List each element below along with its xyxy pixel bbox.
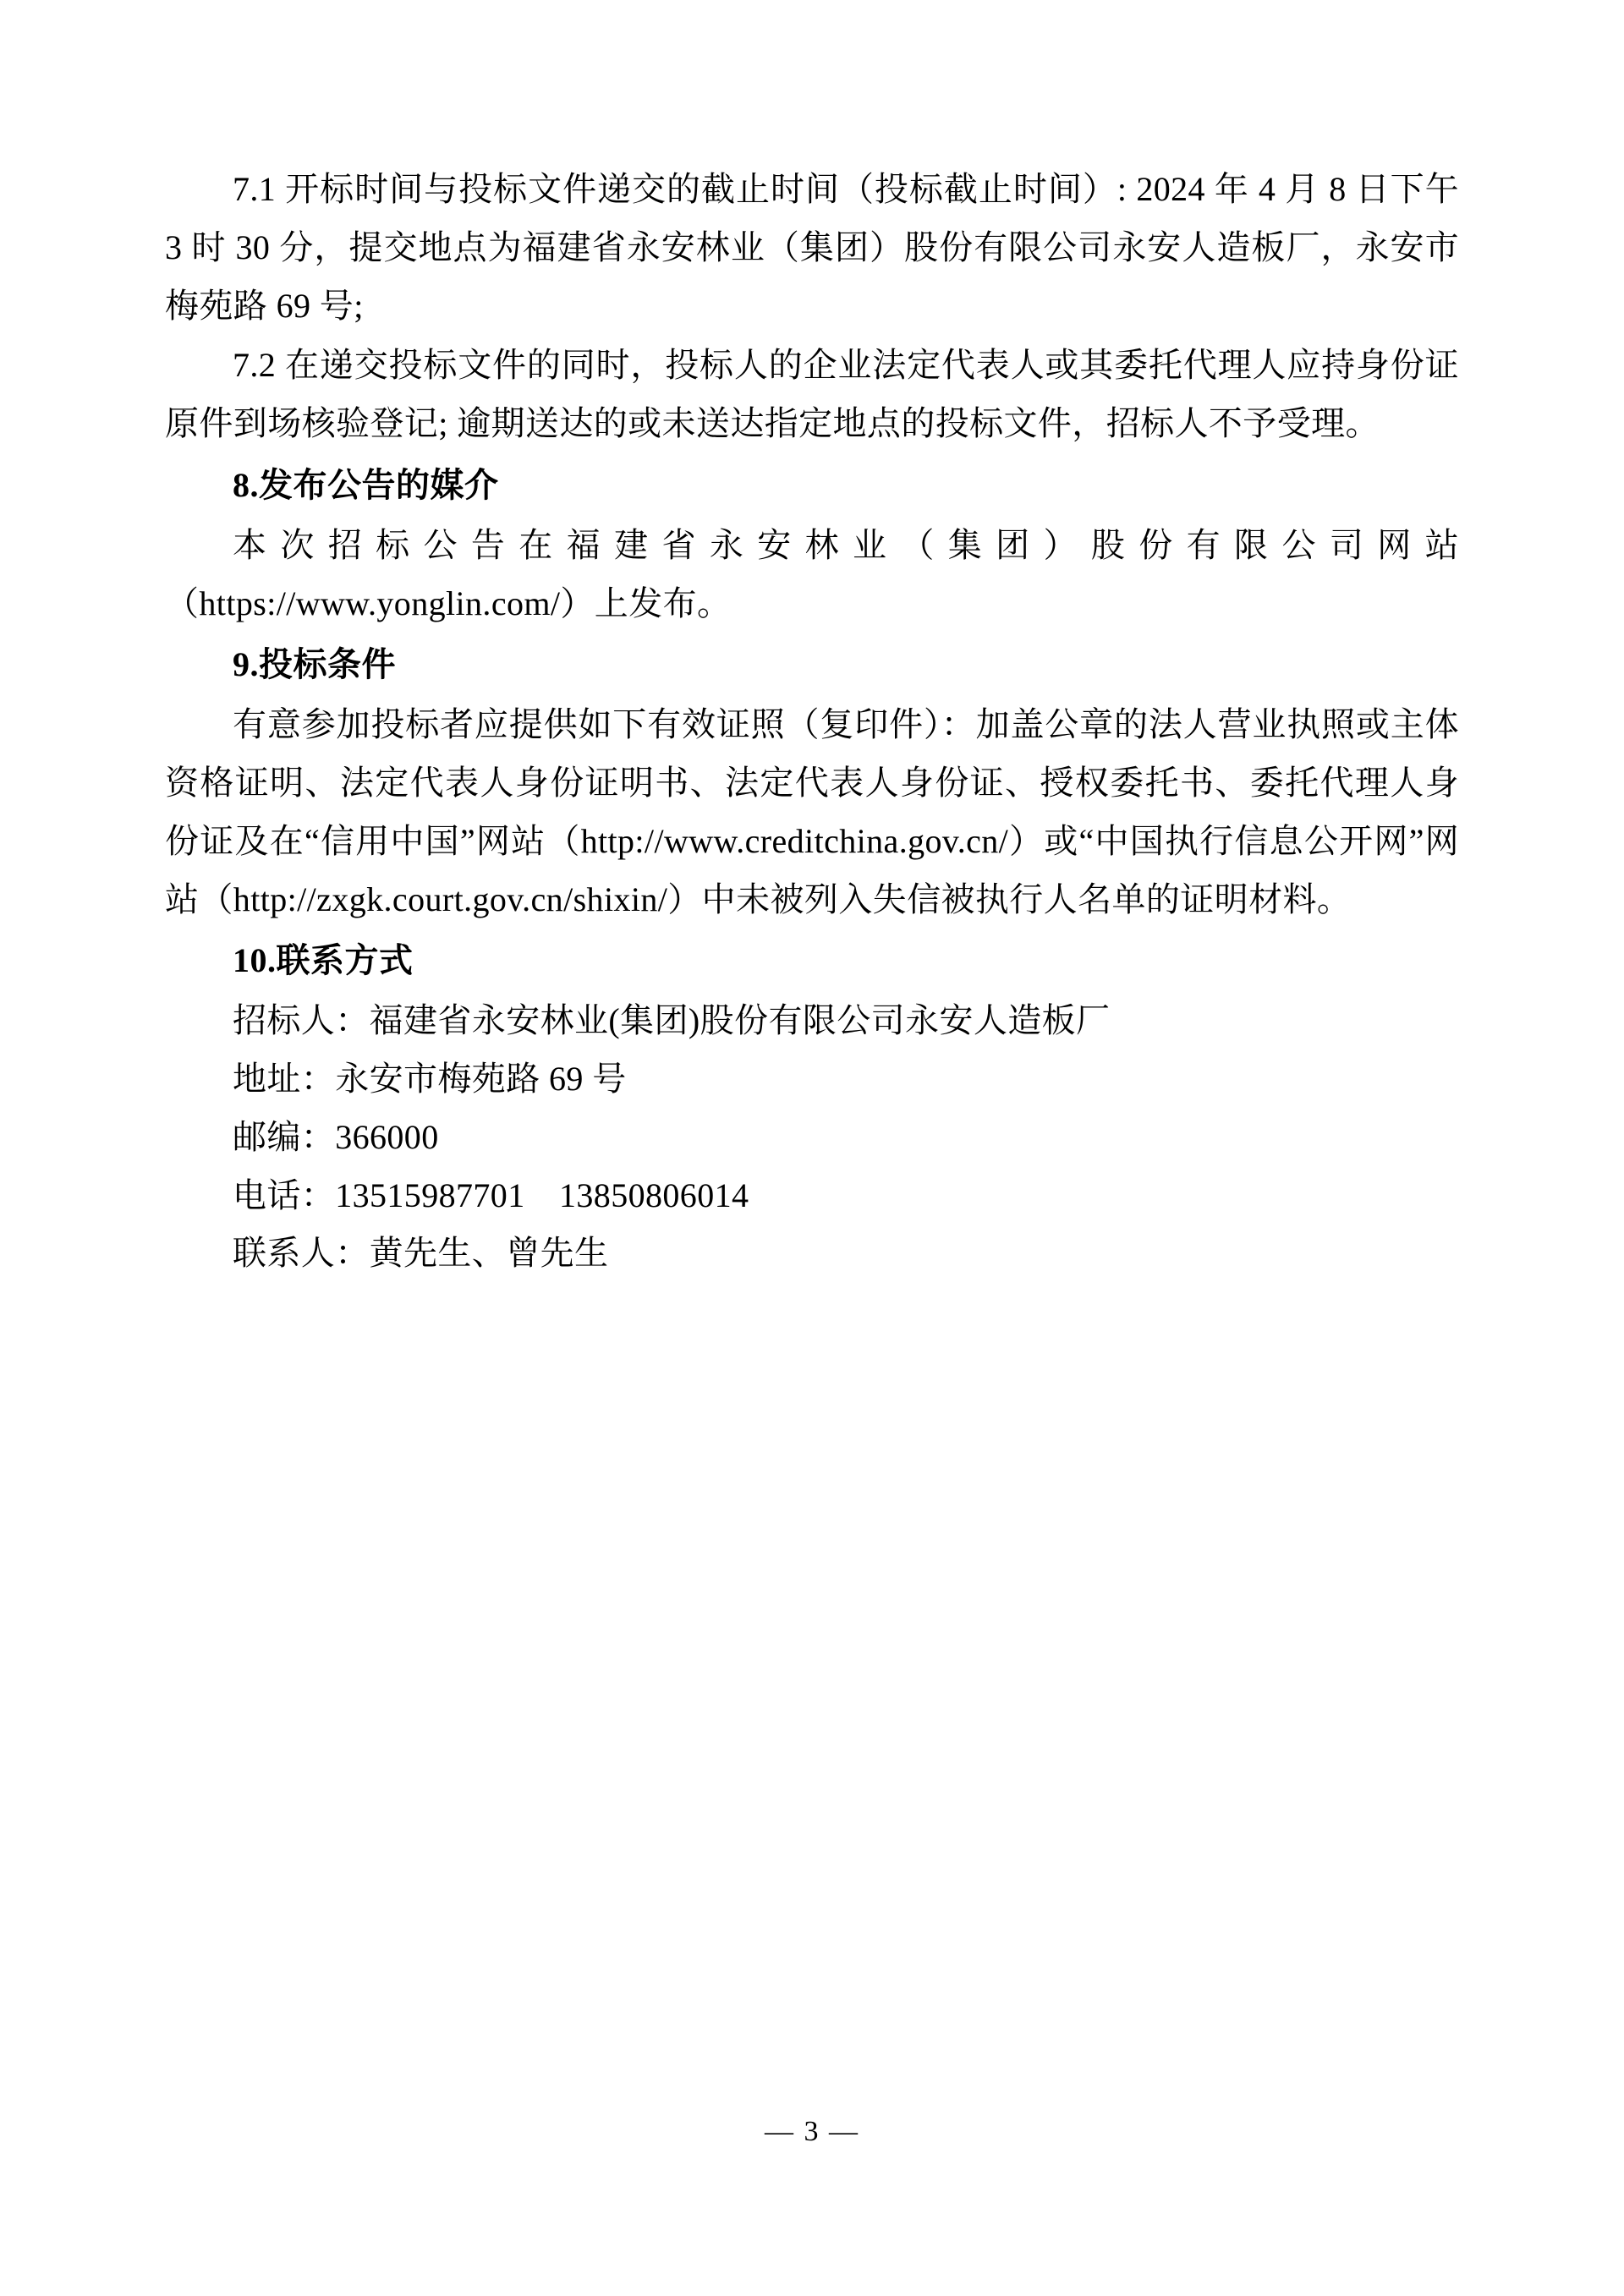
section-8-body: 本次招标公告在福建省永安林业（集团）股份有限公司网站（https://www.yonglin.com/）上发布。 [165, 525, 1459, 622]
section-heading-8: 8.发布公告的媒介 [233, 465, 499, 504]
contact-block [165, 992, 1459, 1283]
section-heading-9: 9.投标条件 [233, 645, 396, 684]
page-number: — 3 — [765, 2116, 859, 2147]
contact-phone: 电话：13515987701 13850806014 [233, 1175, 749, 1214]
clause-7-2: 7.2 在递交投标文件的同时，投标人的企业法定代表人或其委托代理人应持身份证原件到场核验登记; 逾期送达的或未送达指定地点的投标文件，招标人不予受理。 [165, 346, 1459, 443]
contact-tenderer: 招标人：福建省永安林业(集团)股份有限公司永安人造板厂 [233, 1001, 1111, 1040]
page-footer [0, 2116, 1624, 2148]
section-9-body: 有意参加投标者应提供如下有效证照（复印件）：加盖公章的法人营业执照或主体资格证明、法定代表人身份证明书、法定代表人身份证、授权委托书、委托代理人身份证及在“信用中国”网站（http://www.creditchina.gov.cn/）或“中国执行信息公开网”网站（http://zxgk.court.gov.cn/shixin/）中未被列入失信被执行人名单的证明材料。 [165, 705, 1459, 918]
document-body [165, 161, 1459, 1283]
section-heading-10: 10.联系方式 [233, 941, 414, 980]
contact-address: 地址：永安市梅苑路 69 号 [233, 1059, 627, 1098]
contact-person: 联系人：黄先生、曾先生 [233, 1234, 609, 1273]
clause-7-1: 7.1 开标时间与投标文件递交的截止时间（投标截止时间）: 2024 年 4 月 8 日下午 3 时 30 分，提交地点为福建省永安林业（集团）股份有限公司永安人造板厂，永安市梅苑路 69 号; [165, 170, 1459, 325]
contact-postcode: 邮编：366000 [233, 1117, 439, 1156]
